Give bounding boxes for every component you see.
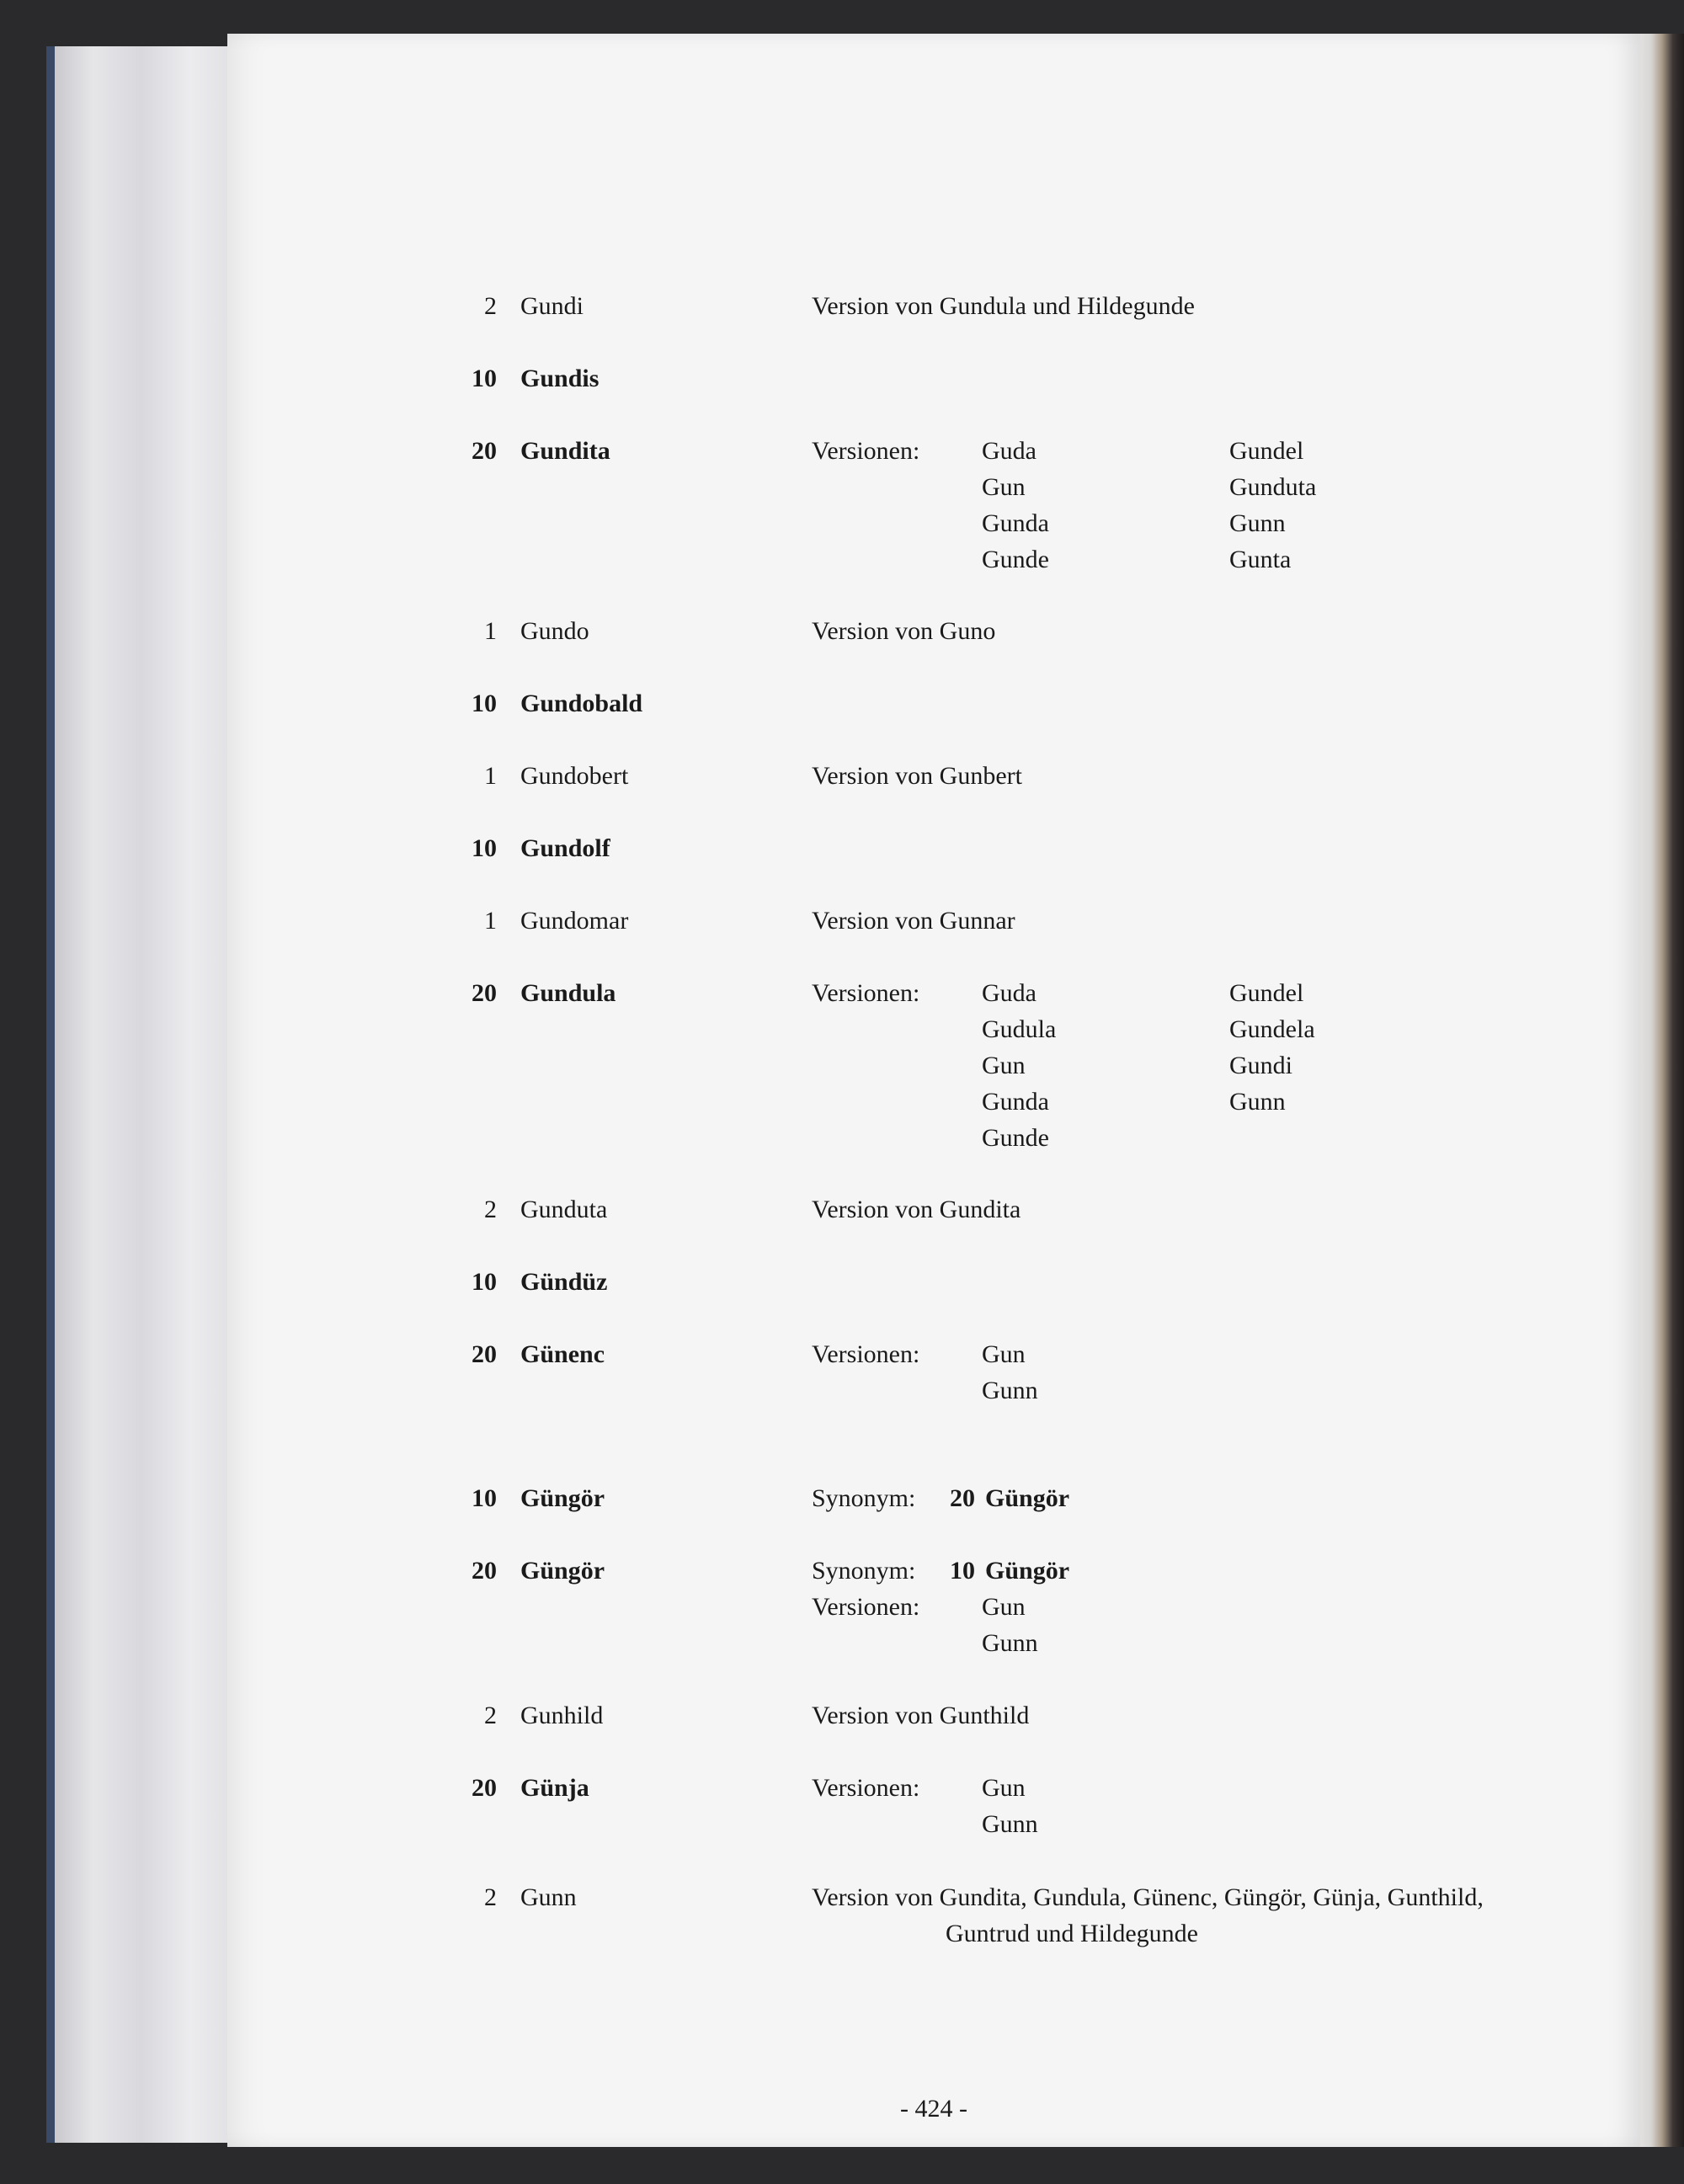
versions-label: Versionen: (812, 979, 920, 1007)
variant: Gunn (982, 1629, 1038, 1657)
entry-name: Gündüz (520, 1268, 608, 1296)
entry-name: Gundi (520, 292, 584, 320)
synonym-number: 20 (950, 1484, 975, 1512)
variant: Gun (982, 1774, 1026, 1802)
entry-name: Gundolf (520, 834, 610, 862)
entry-name: Günenc (520, 1340, 605, 1368)
entry-name: Gundobald (520, 690, 643, 717)
variant: Gun (982, 1052, 1026, 1079)
variant: Gunde (982, 1124, 1049, 1152)
entry-description: Version von Gunthild (812, 1702, 1030, 1729)
variant: Gundel (1229, 979, 1304, 1007)
entry-number: 20 (472, 1340, 497, 1368)
variant: Gundela (1229, 1015, 1315, 1043)
entry-number: 1 (484, 617, 497, 645)
synonym-label: Synonym: (812, 1484, 916, 1512)
synonym-name: Güngör (985, 1484, 1070, 1512)
synonym-number: 10 (950, 1557, 975, 1585)
synonym-label: Synonym: (812, 1557, 916, 1585)
entry-number: 1 (484, 907, 497, 935)
entry-name: Gundita (520, 437, 610, 465)
entry-number: 20 (472, 1774, 497, 1802)
entry-name: Gunduta (520, 1196, 608, 1223)
entry-description-continued: Guntrud und Hildegunde (946, 1920, 1198, 1947)
variant: Gun (982, 1340, 1026, 1368)
entry-name: Gunhild (520, 1702, 604, 1729)
entry-name: Güngör (520, 1484, 605, 1512)
entry-description: Version von Guno (812, 617, 996, 645)
entry-name: Güngör (520, 1557, 605, 1585)
entry-description: Version von Gunnar (812, 907, 1015, 935)
versions-label: Versionen: (812, 1340, 920, 1368)
entry-number: 2 (484, 292, 497, 320)
book-page-edges (46, 46, 248, 2143)
entry-name: Gundobert (520, 762, 629, 790)
versions-label: Versionen: (812, 1593, 920, 1621)
entry-description: Version von Gundita (812, 1196, 1021, 1223)
entry-number: 2 (484, 1702, 497, 1729)
entry-number: 2 (484, 1883, 497, 1911)
variant: Gudula (982, 1015, 1057, 1043)
entry-number: 10 (472, 1484, 497, 1512)
variant: Guda (982, 437, 1037, 465)
entry-number: 20 (472, 1557, 497, 1585)
entry-number: 10 (472, 1268, 497, 1296)
entry-name: Gundis (520, 365, 600, 392)
variant: Gun (982, 473, 1026, 501)
variant: Gunda (982, 1088, 1049, 1116)
variant: Gunn (982, 1377, 1038, 1404)
variant: Gunda (982, 509, 1049, 537)
variant: Guda (982, 979, 1037, 1007)
entry-description: Version von Gundula und Hildegunde (812, 292, 1195, 320)
entry-name: Gundula (520, 979, 616, 1007)
entry-number: 10 (472, 690, 497, 717)
variant: Gunn (1229, 509, 1286, 537)
variant: Gunta (1229, 546, 1292, 573)
variant: Gundel (1229, 437, 1304, 465)
page-number: - 424 - (900, 2095, 967, 2123)
versions-label: Versionen: (812, 1774, 920, 1802)
entry-description: Version von Gundita, Gundula, Günenc, Güngör, Günja, Gunthild, (812, 1883, 1484, 1911)
entry-name: Gundo (520, 617, 589, 645)
versions-label: Versionen: (812, 437, 920, 465)
variant: Gunn (1229, 1088, 1286, 1116)
entry-number: 10 (472, 365, 497, 392)
entry-name: Gundomar (520, 907, 629, 935)
entry-number: 20 (472, 437, 497, 465)
entry-name: Gunn (520, 1883, 577, 1911)
entry-number: 10 (472, 834, 497, 862)
entry-number: 20 (472, 979, 497, 1007)
variant: Gun (982, 1593, 1026, 1621)
entry-number: 1 (484, 762, 497, 790)
variant: Gundi (1229, 1052, 1292, 1079)
variant: Gunduta (1229, 473, 1317, 501)
variant: Gunn (982, 1810, 1038, 1838)
synonym-name: Güngör (985, 1557, 1070, 1585)
entry-description: Version von Gunbert (812, 762, 1022, 790)
entry-number: 2 (484, 1196, 497, 1223)
book-page (227, 34, 1640, 2147)
entry-name: Günja (520, 1774, 589, 1802)
variant: Gunde (982, 546, 1049, 573)
